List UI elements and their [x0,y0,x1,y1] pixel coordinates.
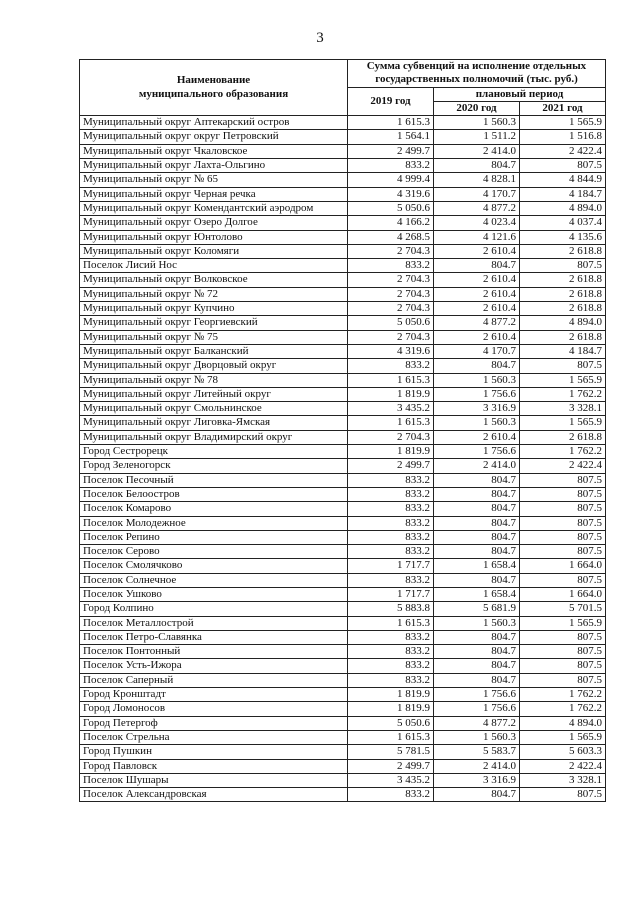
value-2019-cell: 1 819.9 [348,445,434,459]
municipality-cell: Муниципальный округ № 75 [80,330,348,344]
value-2021-cell: 4 037.4 [520,216,606,230]
table-row [80,673,606,687]
value-2021-cell: 2 618.8 [520,302,606,316]
value-2020-cell: 804.7 [434,788,520,802]
value-2019-cell: 833.2 [348,516,434,530]
value-2020-cell: 804.7 [434,516,520,530]
value-2020-cell: 4 828.1 [434,173,520,187]
header-municipality-label: Наименование муниципального образования [138,74,289,100]
value-2021-cell: 807.5 [520,659,606,673]
table-row [80,216,606,230]
value-2021-cell: 2 422.4 [520,759,606,773]
value-2020-cell: 804.7 [434,359,520,373]
municipality-cell: Муниципальный округ Комендантский аэродром [80,201,348,215]
table-row [80,545,606,559]
value-2019-cell: 1 819.9 [348,702,434,716]
municipality-cell: Муниципальный округ Аптекарский остров [80,116,348,130]
value-2019-cell: 1 615.3 [348,616,434,630]
value-2021-cell: 1 762.2 [520,387,606,401]
value-2021-cell: 807.5 [520,545,606,559]
value-2020-cell: 2 610.4 [434,273,520,287]
value-2019-cell: 2 499.7 [348,459,434,473]
value-2021-cell: 4 894.0 [520,201,606,215]
value-2020-cell: 2 610.4 [434,302,520,316]
table-row [80,487,606,501]
value-2021-cell: 4 184.7 [520,344,606,358]
table-row [80,416,606,430]
value-2021-cell: 2 618.8 [520,330,606,344]
header-planning-period: плановый период [434,87,606,101]
value-2019-cell: 3 435.2 [348,402,434,416]
table-row [80,287,606,301]
value-2021-cell: 2 422.4 [520,459,606,473]
value-2020-cell: 1 560.3 [434,730,520,744]
municipality-cell: Город Зеленогорск [80,459,348,473]
municipality-cell: Муниципальный округ Купчино [80,302,348,316]
table-row [80,630,606,644]
value-2020-cell: 804.7 [434,487,520,501]
municipality-cell: Город Сестрорецк [80,445,348,459]
value-2019-cell: 5 781.5 [348,745,434,759]
municipality-cell: Муниципальный округ Волковское [80,273,348,287]
municipality-cell: Муниципальный округ Георгиевский [80,316,348,330]
value-2020-cell: 2 610.4 [434,244,520,258]
value-2019-cell: 5 050.6 [348,201,434,215]
municipality-cell: Поселок Серово [80,545,348,559]
municipality-cell: Муниципальный округ № 78 [80,373,348,387]
municipality-cell: Город Ломоносов [80,702,348,716]
value-2021-cell: 807.5 [520,673,606,687]
value-2021-cell: 807.5 [520,645,606,659]
municipality-cell: Город Павловск [80,759,348,773]
value-2019-cell: 5 050.6 [348,316,434,330]
municipality-cell: Город Колпино [80,602,348,616]
municipality-cell: Город Петергоф [80,716,348,730]
table-row [80,430,606,444]
municipality-cell: Поселок Солнечное [80,573,348,587]
value-2019-cell: 833.2 [348,530,434,544]
value-2020-cell: 804.7 [434,530,520,544]
value-2019-cell: 1 615.3 [348,116,434,130]
value-2019-cell: 5 050.6 [348,716,434,730]
municipality-cell: Муниципальный округ Чкаловское [80,144,348,158]
value-2021-cell: 1 762.2 [520,702,606,716]
municipality-cell: Поселок Ушково [80,587,348,601]
table-row [80,759,606,773]
municipality-cell: Поселок Стрельна [80,730,348,744]
page-number: 3 [316,30,324,46]
table-row [80,159,606,173]
value-2021-cell: 3 328.1 [520,402,606,416]
value-2020-cell: 1 756.6 [434,688,520,702]
value-2019-cell: 5 883.8 [348,602,434,616]
value-2020-cell: 1 560.3 [434,616,520,630]
table-row [80,373,606,387]
municipality-cell: Муниципальный округ Черная речка [80,187,348,201]
value-2019-cell: 833.2 [348,487,434,501]
municipality-cell: Поселок Смолячково [80,559,348,573]
value-2021-cell: 807.5 [520,516,606,530]
value-2021-cell: 2 618.8 [520,430,606,444]
value-2021-cell: 1 516.8 [520,130,606,144]
value-2021-cell: 807.5 [520,573,606,587]
value-2020-cell: 3 316.9 [434,773,520,787]
table-row [80,616,606,630]
municipality-cell: Поселок Понтонный [80,645,348,659]
table-row [80,402,606,416]
municipality-cell: Поселок Шушары [80,773,348,787]
value-2021-cell: 4 184.7 [520,187,606,201]
value-2020-cell: 4 023.4 [434,216,520,230]
value-2019-cell: 833.2 [348,545,434,559]
table-row [80,530,606,544]
value-2019-cell: 833.2 [348,788,434,802]
value-2021-cell: 4 894.0 [520,716,606,730]
municipality-cell: Муниципальный округ округ Петровский [80,130,348,144]
table-row [80,344,606,358]
table-row [80,387,606,401]
municipality-cell: Поселок Белоостров [80,487,348,501]
table-row [80,730,606,744]
table-row [80,201,606,215]
value-2020-cell: 804.7 [434,545,520,559]
value-2021-cell: 1 762.2 [520,445,606,459]
value-2019-cell: 2 704.3 [348,330,434,344]
table-row [80,144,606,158]
municipality-cell: Муниципальный округ Литейный округ [80,387,348,401]
value-2020-cell: 1 658.4 [434,587,520,601]
value-2019-cell: 1 615.3 [348,416,434,430]
table-row [80,259,606,273]
value-2021-cell: 807.5 [520,502,606,516]
value-2020-cell: 4 877.2 [434,316,520,330]
value-2019-cell: 1 615.3 [348,730,434,744]
value-2020-cell: 1 756.6 [434,702,520,716]
table-row [80,645,606,659]
value-2021-cell: 1 664.0 [520,587,606,601]
municipality-cell: Муниципальный округ Лахта-Ольгино [80,159,348,173]
header-subsidy-sum: Сумма субвенций на исполнение отдельных государственных полномочий (тыс. руб.) [348,60,606,88]
table-row [80,116,606,130]
municipality-cell: Муниципальный округ Дворцовый округ [80,359,348,373]
table-row [80,316,606,330]
value-2020-cell: 4 121.6 [434,230,520,244]
value-2021-cell: 4 135.6 [520,230,606,244]
value-2019-cell: 4 319.6 [348,344,434,358]
table-body [80,116,606,802]
value-2019-cell: 4 319.6 [348,187,434,201]
municipality-cell: Город Кронштадт [80,688,348,702]
value-2019-cell: 833.2 [348,259,434,273]
table-row [80,716,606,730]
value-2019-cell: 2 704.3 [348,430,434,444]
value-2021-cell: 1 565.9 [520,416,606,430]
value-2021-cell: 2 618.8 [520,273,606,287]
value-2019-cell: 2 499.7 [348,144,434,158]
value-2020-cell: 804.7 [434,259,520,273]
table-row [80,745,606,759]
value-2019-cell: 833.2 [348,659,434,673]
value-2019-cell: 833.2 [348,359,434,373]
table-row [80,773,606,787]
municipality-cell: Муниципальный округ Балканский [80,344,348,358]
value-2020-cell: 1 658.4 [434,559,520,573]
table-row [80,302,606,316]
value-2020-cell: 2 610.4 [434,330,520,344]
value-2020-cell: 804.7 [434,502,520,516]
table-row [80,688,606,702]
value-2019-cell: 2 704.3 [348,287,434,301]
value-2020-cell: 2 610.4 [434,287,520,301]
value-2019-cell: 833.2 [348,630,434,644]
table-row [80,459,606,473]
value-2021-cell: 807.5 [520,630,606,644]
value-2019-cell: 1 717.7 [348,587,434,601]
table-row [80,359,606,373]
value-2021-cell: 4 894.0 [520,316,606,330]
value-2019-cell: 1 615.3 [348,373,434,387]
value-2020-cell: 804.7 [434,159,520,173]
value-2019-cell: 833.2 [348,473,434,487]
value-2019-cell: 2 499.7 [348,759,434,773]
table-row [80,230,606,244]
value-2021-cell: 807.5 [520,487,606,501]
value-2019-cell: 833.2 [348,159,434,173]
value-2020-cell: 1 560.3 [434,116,520,130]
value-2019-cell: 4 268.5 [348,230,434,244]
value-2020-cell: 1 756.6 [434,387,520,401]
municipality-cell: Муниципальный округ Смольнинское [80,402,348,416]
municipality-cell: Поселок Песочный [80,473,348,487]
value-2019-cell: 833.2 [348,673,434,687]
header-year-2019: 2019 год [348,87,434,116]
municipality-cell: Поселок Петро-Славянка [80,630,348,644]
municipality-cell: Поселок Репино [80,530,348,544]
subsidy-table [79,59,606,802]
municipality-cell: Муниципальный округ Владимирский округ [80,430,348,444]
value-2020-cell: 804.7 [434,659,520,673]
municipality-cell: Муниципальный округ Юнтолово [80,230,348,244]
municipality-cell: Муниципальный округ Озеро Долгое [80,216,348,230]
value-2020-cell: 3 316.9 [434,402,520,416]
value-2021-cell: 1 565.9 [520,373,606,387]
value-2021-cell: 807.5 [520,359,606,373]
municipality-cell: Муниципальный округ Лиговка-Ямская [80,416,348,430]
value-2021-cell: 1 565.9 [520,616,606,630]
table-row [80,187,606,201]
value-2020-cell: 2 414.0 [434,144,520,158]
municipality-cell: Поселок Усть-Ижора [80,659,348,673]
value-2021-cell: 1 565.9 [520,730,606,744]
municipality-cell: Муниципальный округ Коломяги [80,244,348,258]
value-2020-cell: 4 170.7 [434,344,520,358]
value-2020-cell: 5 681.9 [434,602,520,616]
table-row [80,173,606,187]
value-2020-cell: 804.7 [434,573,520,587]
municipality-cell: Поселок Металлострой [80,616,348,630]
table-row [80,330,606,344]
table-row [80,788,606,802]
value-2019-cell: 1 564.1 [348,130,434,144]
table-row [80,573,606,587]
header-year-2021: 2021 год [520,101,606,115]
value-2019-cell: 1 717.7 [348,559,434,573]
table-row [80,130,606,144]
municipality-cell: Поселок Молодежное [80,516,348,530]
value-2019-cell: 2 704.3 [348,273,434,287]
value-2020-cell: 4 170.7 [434,187,520,201]
value-2021-cell: 807.5 [520,788,606,802]
value-2021-cell: 807.5 [520,530,606,544]
value-2020-cell: 1 560.3 [434,373,520,387]
municipality-cell: Муниципальный округ № 65 [80,173,348,187]
value-2019-cell: 833.2 [348,502,434,516]
table-row [80,702,606,716]
value-2019-cell: 2 704.3 [348,244,434,258]
table-row [80,516,606,530]
value-2021-cell: 5 701.5 [520,602,606,616]
value-2021-cell: 4 844.9 [520,173,606,187]
value-2020-cell: 5 583.7 [434,745,520,759]
value-2021-cell: 1 664.0 [520,559,606,573]
table-row [80,244,606,258]
value-2020-cell: 2 610.4 [434,430,520,444]
value-2021-cell: 807.5 [520,473,606,487]
value-2021-cell: 807.5 [520,259,606,273]
value-2021-cell: 1 565.9 [520,116,606,130]
value-2019-cell: 4 166.2 [348,216,434,230]
table-row [80,473,606,487]
municipality-cell: Муниципальный округ № 72 [80,287,348,301]
value-2020-cell: 804.7 [434,673,520,687]
municipality-cell: Поселок Александровская [80,788,348,802]
value-2020-cell: 1 560.3 [434,416,520,430]
table-row [80,445,606,459]
value-2020-cell: 804.7 [434,645,520,659]
value-2021-cell: 1 762.2 [520,688,606,702]
value-2019-cell: 833.2 [348,573,434,587]
value-2019-cell: 1 819.9 [348,688,434,702]
value-2021-cell: 3 328.1 [520,773,606,787]
value-2021-cell: 5 603.3 [520,745,606,759]
municipality-cell: Поселок Комарово [80,502,348,516]
table-row [80,559,606,573]
municipality-cell: Поселок Лисий Нос [80,259,348,273]
table-row [80,602,606,616]
value-2021-cell: 2 422.4 [520,144,606,158]
value-2019-cell: 2 704.3 [348,302,434,316]
value-2020-cell: 2 414.0 [434,459,520,473]
value-2019-cell: 833.2 [348,645,434,659]
value-2020-cell: 4 877.2 [434,716,520,730]
header-municipality [80,60,348,116]
table-row [80,587,606,601]
municipality-cell: Город Пушкин [80,745,348,759]
table-row [80,273,606,287]
table-row [80,502,606,516]
value-2020-cell: 4 877.2 [434,201,520,215]
table-row [80,659,606,673]
value-2020-cell: 1 756.6 [434,445,520,459]
value-2020-cell: 1 511.2 [434,130,520,144]
value-2020-cell: 804.7 [434,630,520,644]
value-2021-cell: 807.5 [520,159,606,173]
value-2019-cell: 1 819.9 [348,387,434,401]
value-2019-cell: 3 435.2 [348,773,434,787]
value-2019-cell: 4 999.4 [348,173,434,187]
value-2020-cell: 2 414.0 [434,759,520,773]
value-2021-cell: 2 618.8 [520,287,606,301]
municipality-cell: Поселок Саперный [80,673,348,687]
value-2021-cell: 2 618.8 [520,244,606,258]
header-year-2020: 2020 год [434,101,520,115]
value-2020-cell: 804.7 [434,473,520,487]
